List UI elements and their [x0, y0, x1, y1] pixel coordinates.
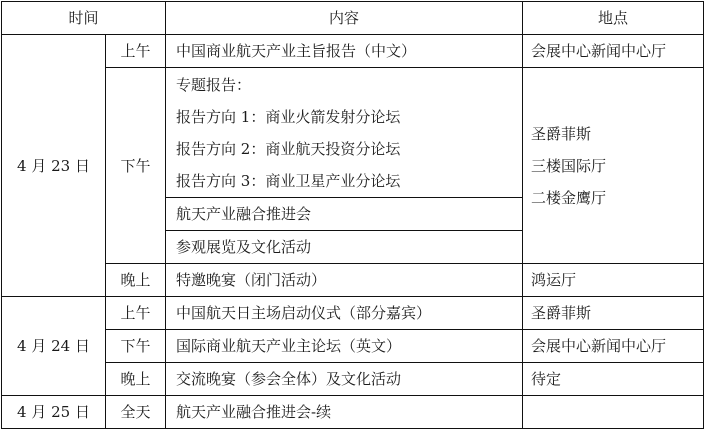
- schedule-table: [1, 1, 704, 429]
- period-cell: 上午: [106, 35, 166, 68]
- table-row: [2, 396, 704, 429]
- location-cell: 会展中心新闻中心厅: [523, 330, 704, 363]
- period-cell: 上午: [106, 297, 166, 330]
- content-cell: 航天产业融合推进会-续: [166, 396, 523, 429]
- table-row: [2, 363, 704, 396]
- period-cell: 全天: [106, 396, 166, 429]
- location-cell: 待定: [523, 363, 704, 396]
- content-cell: 交流晚宴（参会全体）及文化活动: [166, 363, 523, 396]
- header-content: 内容: [166, 2, 523, 35]
- header-time: 时间: [2, 2, 166, 35]
- content-cell: 中国商业航天产业主旨报告（中文）: [166, 35, 523, 68]
- content-line: 报告方向 2：商业航天投资分论坛: [176, 139, 401, 158]
- period-cell: 晚上: [106, 264, 166, 297]
- location-line: 二楼金鹰厅: [531, 188, 607, 207]
- table-row: [2, 330, 704, 363]
- location-cell: 会展中心新闻中心厅: [523, 35, 704, 68]
- content-cell: 国际商业航天产业主论坛（英文）: [166, 330, 523, 363]
- period-cell: 下午: [106, 330, 166, 363]
- location-cell: [523, 396, 704, 429]
- date-cell: 4 月 23 日: [2, 35, 106, 297]
- date-cell: 4 月 25 日: [2, 396, 106, 429]
- table-row: [2, 68, 704, 198]
- location-cell: 鸿运厅: [523, 264, 704, 297]
- content-cell: [166, 68, 523, 198]
- date-cell: 4 月 24 日: [2, 297, 106, 396]
- content-cell: 参观展览及文化活动: [166, 231, 523, 264]
- content-cell: 中国航天日主场启动仪式（部分嘉宾）: [166, 297, 523, 330]
- header-location: 地点: [523, 2, 704, 35]
- table-row: [2, 264, 704, 297]
- content-line: 专题报告：: [176, 75, 252, 94]
- location-line: 圣爵菲斯: [531, 124, 592, 143]
- location-cell: 圣爵菲斯: [523, 297, 704, 330]
- location-line: 三楼国际厅: [531, 156, 607, 175]
- period-cell: 晚上: [106, 363, 166, 396]
- location-cell: [523, 68, 704, 264]
- table-row: [2, 297, 704, 330]
- content-line: 报告方向 1：商业火箭发射分论坛: [176, 107, 401, 126]
- period-cell: 下午: [106, 68, 166, 264]
- content-line: 报告方向 3：商业卫星产业分论坛: [176, 171, 401, 190]
- content-cell: 特邀晚宴（闭门活动）: [166, 264, 523, 297]
- header-row: [2, 2, 704, 35]
- table-row: [2, 35, 704, 68]
- content-cell: 航天产业融合推进会: [166, 198, 523, 231]
